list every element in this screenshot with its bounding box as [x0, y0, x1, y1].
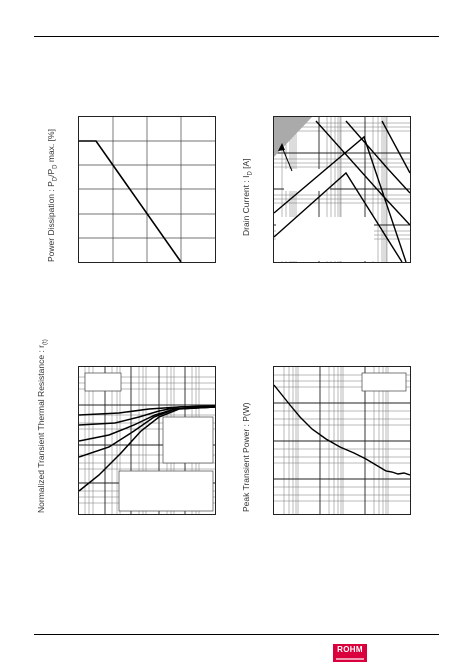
- drain-current-axis-label: Drain Current : $I_D$ [A]: [241, 158, 254, 236]
- peak-power-legend-box: [362, 373, 406, 391]
- thermal-legend-box: [85, 373, 121, 391]
- thermal-note-box: [119, 471, 213, 511]
- thermal-plot: [79, 367, 215, 514]
- soa-curve-3: [316, 121, 410, 225]
- peak-power-chart: [273, 366, 411, 515]
- transient-thermal-chart: [78, 366, 216, 515]
- logo-text: ROHM: [337, 645, 363, 654]
- soa-plot: [274, 117, 410, 262]
- safe-operating-area-chart: [273, 116, 411, 263]
- peak-power-plot: [274, 367, 410, 514]
- power-dissipation-axis-label: Power Dissipation : $P_D/P_D$ max. [%]: [46, 129, 59, 262]
- thermal-resistance-axis-label: Normalized Transient Thermal Resistance : $r_{(t)}$: [36, 339, 49, 513]
- header-rule: [34, 36, 439, 37]
- footer-rule: [34, 634, 439, 635]
- peak-power-curve: [274, 385, 410, 475]
- soa-label-box: [276, 217, 374, 261]
- power-derating-grid: [79, 117, 215, 262]
- power-derating-plot: [79, 117, 215, 262]
- peak-power-axis-label: Peak Transient Power : P(W): [241, 402, 251, 512]
- soa-shaded-region: [274, 117, 312, 157]
- power-derating-chart: [78, 116, 216, 263]
- derating-curve: [79, 141, 181, 262]
- logo-underline: [336, 658, 364, 660]
- rohm-logo: [333, 644, 367, 662]
- thermal-info-box: [163, 417, 213, 463]
